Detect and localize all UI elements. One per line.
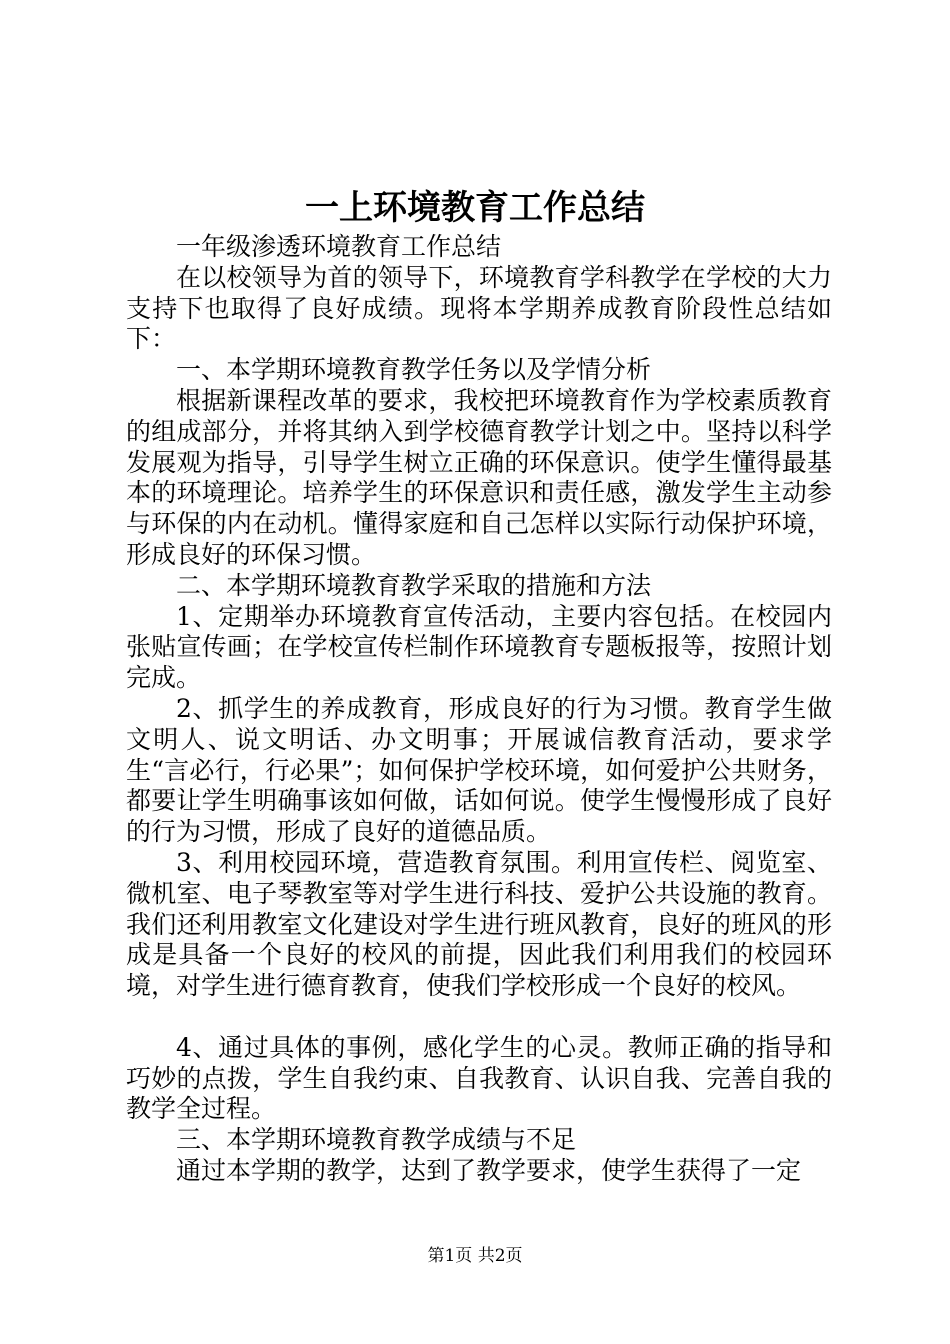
paragraph-measure-1: 1、定期举办环境教育宣传活动，主要内容包括。在校园内张贴宣传画；在学校宣传栏制作环境教育专题板报等，按照计划完成。 (126, 601, 832, 693)
paragraph-measure-3: 3、利用校园环境，营造教育氛围。利用宣传栏、阅览室、微机室、电子琴教室等对学生进行科技、爱护公共设施的教育。我们还利用教室文化建设对学生进行班风教育，良好的班风的形成是具备一个良好的校风的前提，因此我们利用我们的校园环境，对学生进行德育教育，使我们学校形成一个良好的校风。 (126, 847, 832, 1001)
section-heading-2: 二、本学期环境教育教学采取的措施和方法 (176, 570, 652, 600)
paragraph-section-1: 根据新课程改革的要求，我校把环境教育作为学校素质教育的组成部分，并将其纳入到学校德育教学计划之中。坚持以科学发展观为指导，引导学生树立正确的环保意识。使学生懂得最基本的环境理论。培养学生的环保意识和责任感，激发学生主动参与环保的内在动机。懂得家庭和自己怎样以实际行动保护环境，形成良好的环保习惯。 (126, 385, 832, 569)
section-heading-1: 一、本学期环境教育教学任务以及学情分析 (176, 355, 652, 385)
paragraph-measure-4: 4、通过具体的事例，感化学生的心灵。教师正确的指导和巧妙的点拨，学生自我约束、自我教育、认识自我、完善自我的教学全过程。 (126, 1032, 832, 1124)
paragraph-subtitle: 一年级渗透环境教育工作总结 (176, 232, 502, 261)
page-footer (0, 1244, 950, 1268)
paragraph-measure-2: 2、抓学生的养成教育，形成良好的行为习惯。教育学生做文明人、说文明话、办文明事；开展诚信教育活动，要求学生“言必行，行必果”；如何保护学校环境，如何爱护公共财务，都要让学生明确事该如何做，话如何说。使学生慢慢形成了良好的行为习惯，形成了良好的道德品质。 (126, 693, 832, 847)
paragraph-section-3: 通过本学期的教学，达到了教学要求，使学生获得了一定 (176, 1155, 802, 1185)
document-body (126, 232, 832, 1187)
paragraph-intro: 在以校领导为首的领导下，环境教育学科教学在学校的大力支持下也取得了良好成绩。现将本学期养成教育阶段性总结如下： (126, 262, 832, 354)
page-number-label: 第1页 共2页 (427, 1246, 523, 1266)
document-title: 一上环境教育工作总结 (305, 188, 645, 228)
blank-line (126, 1002, 832, 1033)
section-heading-3: 三、本学期环境教育教学成绩与不足 (176, 1125, 577, 1155)
